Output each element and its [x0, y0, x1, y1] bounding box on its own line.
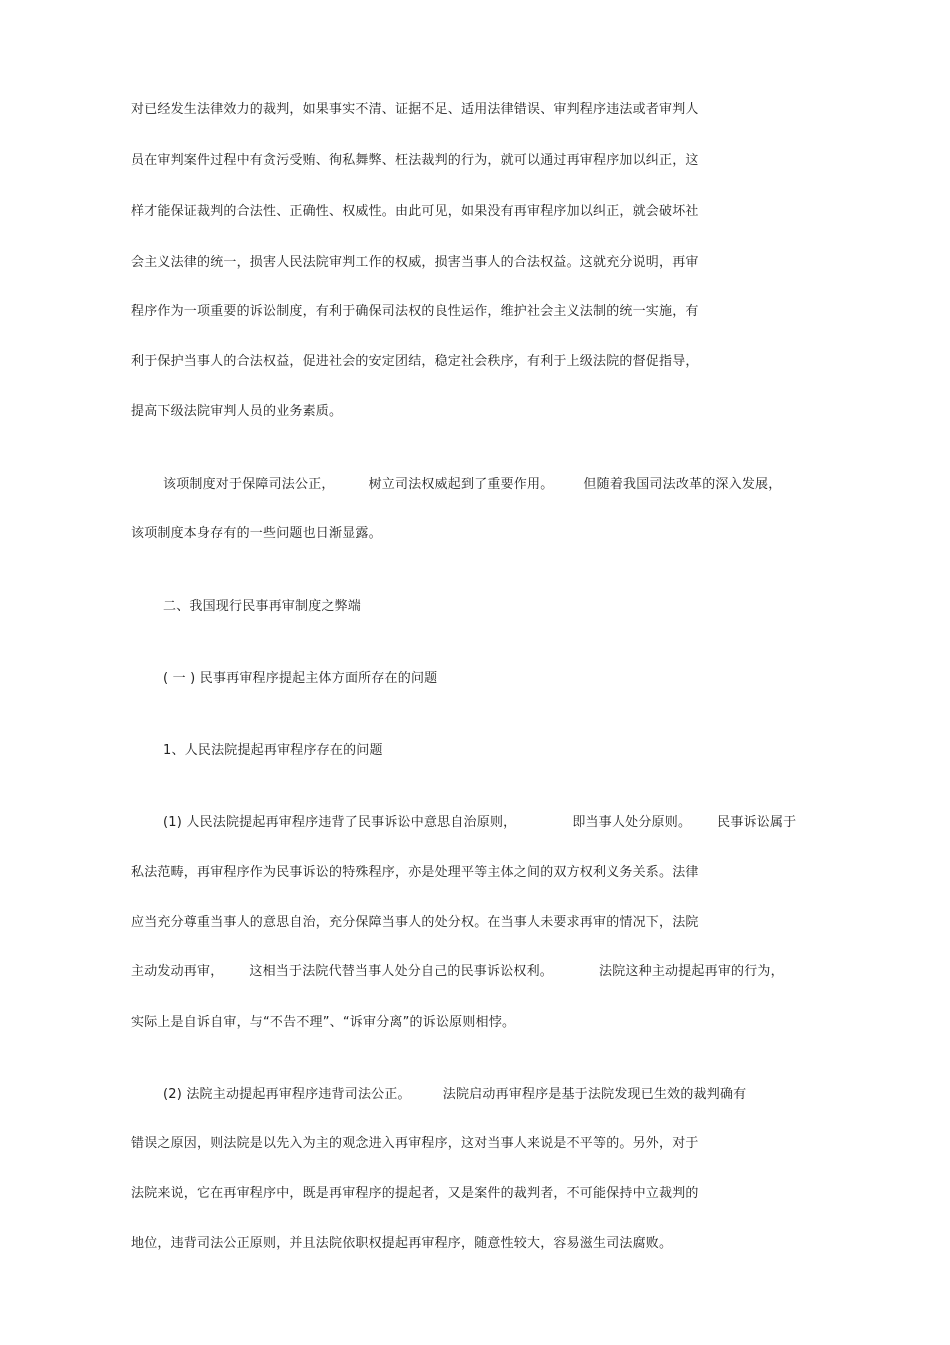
paragraph-line	[163, 477, 781, 493]
paragraph-line: 应当充分尊重当事人的意思自治，充分保障当事人的处分权。在当事人未要求再审的情况下，法院	[131, 915, 699, 930]
paragraph-line: 实际上是自诉自审，与“不告不理”、“诉审分离”的诉讼原则相悖。	[131, 1015, 516, 1030]
item-heading: 1、人民法院提起再审程序存在的问题	[163, 743, 383, 758]
text-segment: 即当事人处分原则。	[572, 815, 692, 830]
text-segment: 民事诉讼属于	[717, 815, 797, 830]
paragraph-line: 地位，违背司法公正原则，并且法院依职权提起再审程序，随意性较大，容易滋生司法腐败。	[131, 1236, 673, 1251]
paragraph-line: 员在审判案件过程中有贪污受贿、徇私舞弊、枉法裁判的行为，就可以通过再审程序加以纠正，这	[131, 153, 699, 168]
paragraph-line: 程序作为一项重要的诉讼制度，有利于确保司法权的良性运作，维护社会主义法制的统一实施，有	[131, 304, 699, 319]
section-heading: 二、我国现行民事再审制度之弊端	[163, 599, 362, 614]
paragraph-line: 错误之原因，则法院是以先入为主的观念进入再审程序，这对当事人来说是不平等的。另外，对于	[131, 1136, 699, 1151]
subsection-heading: ( 一 ) 民事再审程序提起主体方面所存在的问题	[163, 671, 438, 686]
paragraph-line: 法院来说，它在再审程序中，既是再审程序的提起者，又是案件的裁判者，不可能保持中立裁判的	[131, 1186, 699, 1201]
paragraph-line: 利于保护当事人的合法权益，促进社会的安定团结，稳定社会秩序，有利于上级法院的督促指导，	[131, 354, 699, 369]
paragraph-line: 私法范畴，再审程序作为民事诉讼的特殊程序，亦是处理平等主体之间的双方权利义务关系。法律	[131, 865, 699, 880]
text-segment: 主动发动再审，	[131, 964, 224, 979]
text-segment: 这相当于法院代替当事人处分自己的民事诉讼权利。	[249, 964, 554, 979]
paragraph-line	[163, 1087, 746, 1103]
paragraph-line: 会主义法律的统一，损害人民法院审判工作的权威，损害当事人的合法权益。这就充分说明，再审	[131, 255, 699, 270]
paragraph-line: 提高下级法院审判人员的业务素质。	[131, 404, 343, 419]
text-segment: 法院这种主动提起再审的行为，	[599, 964, 784, 979]
text-segment: 法院启动再审程序是基于法院发现已生效的裁判确有	[442, 1087, 747, 1102]
paragraph-line	[131, 964, 784, 980]
paragraph-line: 对已经发生法律效力的裁判，如果事实不清、证据不足、适用法律错误、审判程序违法或者审判人	[131, 102, 699, 117]
paragraph-line	[163, 815, 796, 831]
text-segment: 但随着我国司法改革的深入发展，	[583, 477, 782, 492]
text-segment: (2) 法院主动提起再审程序违背司法公正。	[163, 1087, 411, 1102]
text-segment: (1) 人民法院提起再审程序违背了民事诉讼中意思自治原则，	[163, 815, 517, 830]
paragraph-line: 样才能保证裁判的合法性、正确性、权威性。由此可见，如果没有再审程序加以纠正，就会破坏社	[131, 204, 699, 219]
text-segment: 该项制度对于保障司法公正，	[163, 477, 335, 492]
paragraph-line: 该项制度本身存有的一些问题也日渐显露。	[131, 526, 382, 541]
text-segment: 树立司法权威起到了重要作用。	[368, 477, 554, 492]
